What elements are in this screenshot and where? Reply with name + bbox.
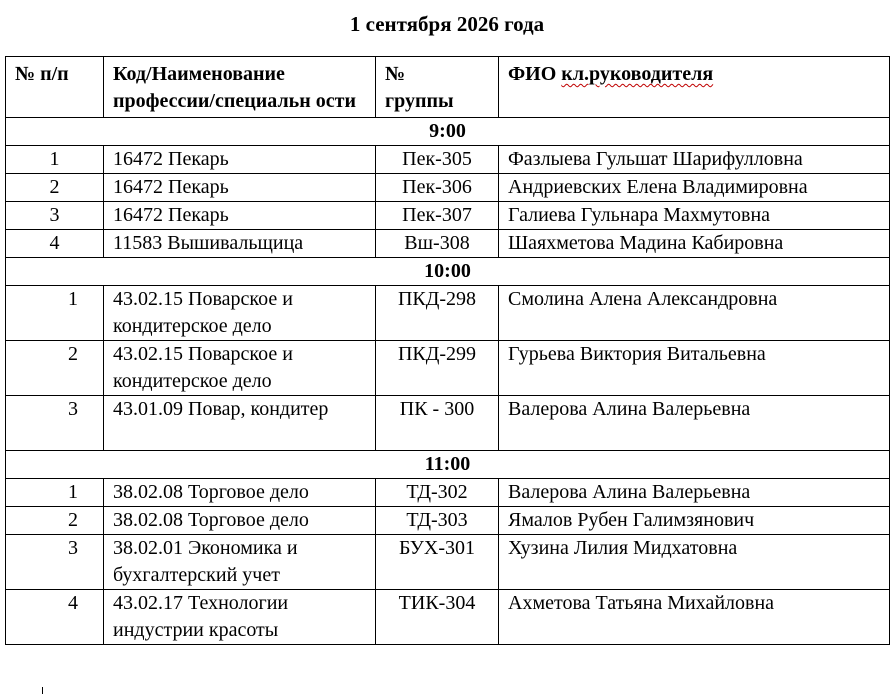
row-num: 1 <box>6 286 104 341</box>
table-row <box>6 479 890 507</box>
row-code: 11583 Вышивальщица <box>104 230 376 258</box>
time-block-10 <box>6 258 890 451</box>
row-group: ТИК-304 <box>376 590 499 645</box>
table-row <box>6 202 890 230</box>
table-row <box>6 535 890 590</box>
row-curator: Ямалов Рубен Галимзянович <box>499 507 890 535</box>
row-num: 1 <box>6 146 104 174</box>
header-num: № п/п <box>6 57 104 118</box>
time-label: 9:00 <box>6 118 890 146</box>
schedule-table <box>5 56 890 645</box>
row-group: Пек-305 <box>376 146 499 174</box>
row-curator: Андриевских Елена Владимировна <box>499 174 890 202</box>
header-row <box>6 57 890 118</box>
row-num: 2 <box>6 341 104 396</box>
row-num: 4 <box>6 590 104 645</box>
time-row <box>6 258 890 286</box>
row-code: 43.01.09 Повар, кондитер <box>104 396 376 451</box>
time-label: 11:00 <box>6 451 890 479</box>
row-curator: Шаяхметова Мадина Кабировна <box>499 230 890 258</box>
time-block-9 <box>6 118 890 258</box>
row-code: 16472 Пекарь <box>104 146 376 174</box>
row-num: 2 <box>6 174 104 202</box>
row-code: 38.02.01 Экономика и бухгалтерский учет <box>104 535 376 590</box>
page-margin-mark <box>42 687 43 694</box>
row-code: 43.02.15 Поварское и кондитерское дело <box>104 286 376 341</box>
row-group: ПКД-298 <box>376 286 499 341</box>
table-row <box>6 507 890 535</box>
table-row <box>6 174 890 202</box>
table-row <box>6 341 890 396</box>
row-code: 16472 Пекарь <box>104 174 376 202</box>
row-num: 2 <box>6 507 104 535</box>
row-num: 3 <box>6 396 104 451</box>
row-code: 43.02.15 Поварское и кондитерское дело <box>104 341 376 396</box>
time-row <box>6 451 890 479</box>
row-group: ТД-302 <box>376 479 499 507</box>
row-code: 38.02.08 Торговое дело <box>104 479 376 507</box>
row-num: 3 <box>6 535 104 590</box>
row-curator: Смолина Алена Александровна <box>499 286 890 341</box>
time-row <box>6 118 890 146</box>
table-row <box>6 590 890 645</box>
table-row <box>6 396 890 451</box>
row-group: ПК - 300 <box>376 396 499 451</box>
time-label: 10:00 <box>6 258 890 286</box>
row-group: Вш-308 <box>376 230 499 258</box>
row-group: БУХ-301 <box>376 535 499 590</box>
row-curator: Валерова Алина Валерьевна <box>499 396 890 451</box>
table-row <box>6 230 890 258</box>
row-num: 3 <box>6 202 104 230</box>
table-row <box>6 286 890 341</box>
row-code: 16472 Пекарь <box>104 202 376 230</box>
row-group: Пек-307 <box>376 202 499 230</box>
time-block-11 <box>6 451 890 645</box>
page-title: 1 сентября 2026 года <box>349 12 545 36</box>
row-group: Пек-306 <box>376 174 499 202</box>
row-curator: Фазлыева Гульшат Шарифулловна <box>499 146 890 174</box>
row-curator: Хузина Лилия Мидхатовна <box>499 535 890 590</box>
row-num: 4 <box>6 230 104 258</box>
row-curator: Валерова Алина Валерьевна <box>499 479 890 507</box>
row-curator: Гурьева Виктория Витальевна <box>499 341 890 396</box>
row-group: ТД-303 <box>376 507 499 535</box>
row-curator: Ахметова Татьяна Михайловна <box>499 590 890 645</box>
table-row <box>6 146 890 174</box>
row-code: 38.02.08 Торговое дело <box>104 507 376 535</box>
row-num: 1 <box>6 479 104 507</box>
header-curator: ФИО кл.руководителя <box>499 57 890 118</box>
row-code: 43.02.17 Технологии индустрии красоты <box>104 590 376 645</box>
header-code: Код/Наименование профессии/специальн ости <box>104 57 376 118</box>
row-group: ПКД-299 <box>376 341 499 396</box>
row-curator: Галиева Гульнара Махмутовна <box>499 202 890 230</box>
header-group: № группы <box>376 57 499 118</box>
